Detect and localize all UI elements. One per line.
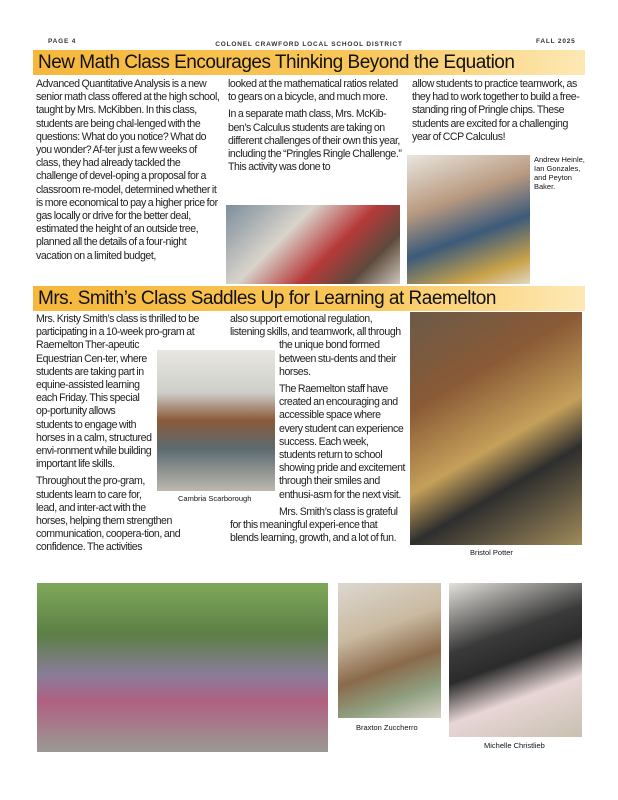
math-col2 bbox=[228, 78, 404, 178]
page-number: PAGE 4 bbox=[48, 38, 77, 45]
raemelton-col2-bottom: grateful for this meaningful experi-ence that blends learning, growth, and a lot of fun. bbox=[230, 505, 398, 545]
paragraph: allow students to practice teamwork, as they had to work together to build a free-standing ring of Pringle chips. These students are excited for a challenging year of CCP Calculus! bbox=[412, 78, 580, 143]
paragraph: looked at the mathematical ratios related to gears on a bicycle, and much more. bbox=[228, 78, 398, 104]
headline-bar-raemelton bbox=[33, 286, 585, 311]
raemelton-col1-narrow: gram at Raemelton Ther-apeutic Equestrian Cen-ter, where students are taking part in equine-assisted learning each Friday. This special op-portunity allows students to engage with horses in a calm, structured envi-ronment while building important life skills. bbox=[36, 326, 195, 471]
raemelton-col2-p3-start: Mrs. Smith’s class is bbox=[279, 505, 364, 518]
photo-braxton-horse bbox=[338, 583, 441, 718]
caption-bristol: Bristol Potter bbox=[470, 548, 513, 557]
photo-cambria-horse bbox=[157, 350, 275, 491]
district-name: COLONEL CRAWFORD LOCAL SCHOOL DISTRICT bbox=[215, 41, 403, 48]
headline-raemelton: Mrs. Smith’s Class Saddles Up for Learning at Raemelton bbox=[38, 288, 496, 309]
raemelton-col1-bottom: act with the horses, helping them strengthen communication, coopera-tion, and confidence. The activities bbox=[36, 501, 181, 554]
raemelton-col1-top: Mrs. Kristy Smith’s class is thrilled to be participating in a 10-week pro- bbox=[36, 313, 199, 339]
raemelton-col2-p2: The Raemelton staff have created an encouraging and accessible space where every student can experience success. Each week, students return to school showing pride and excitement through their smiles and enthusi-asm for the next visit. bbox=[279, 383, 406, 501]
photo-group-horse-statue bbox=[37, 583, 328, 752]
photo-math-students-table bbox=[226, 205, 400, 284]
caption-braxton: Braxton Zuccherro bbox=[356, 723, 418, 732]
caption-michelle: Michelle Christlieb bbox=[484, 741, 545, 750]
raemelton-col1-p2: Throughout the pro-gram, students learn to care for, lead, and inter- bbox=[36, 475, 145, 514]
photo-math-pringles bbox=[407, 155, 530, 284]
caption-math: Andrew Heinle, Ian Gonzales, and Peyton Baker. bbox=[534, 155, 585, 191]
caption-cambria: Cambria Scarborough bbox=[178, 494, 252, 503]
issue-date: FALL 2025 bbox=[536, 38, 576, 45]
raemelton-col2-narrow: through the unique bond formed between stu-dents and their horses. bbox=[279, 326, 401, 378]
headline-math: New Math Class Encourages Thinking Beyond the Equation bbox=[38, 52, 515, 73]
math-col1 bbox=[36, 78, 222, 267]
headline-bar-math bbox=[33, 50, 585, 75]
math-col3 bbox=[412, 78, 588, 148]
paragraph: Advanced Quantitative Analysis is a new senior math class offered at the high school, taught by Mrs. McKibben. In this class, students are being chal-lenged with the questions: What do you notice? What do you wonder? Af-ter just a few weeks of class, they had already tackled the challenge of devel-oping a proposal for a classroom re-model, determined whether it is more economical to pay a higher price for gas locally or drive for the better deal, estimated the height of an outside tree, planned all the details of a four-night vacation on a limited budget, bbox=[36, 78, 220, 262]
photo-michelle-horse bbox=[449, 583, 582, 737]
paragraph: In a separate math class, Mrs. McKib-ben’s Calculus students are taking on different challenges of their own this year, including the “Pringles Ringle Challenge.” This activity was done to bbox=[228, 108, 402, 174]
photo-bristol-horse bbox=[410, 312, 582, 545]
raemelton-col2-top: also support emotional regulation, listening skills, and teamwork, all bbox=[230, 313, 373, 339]
